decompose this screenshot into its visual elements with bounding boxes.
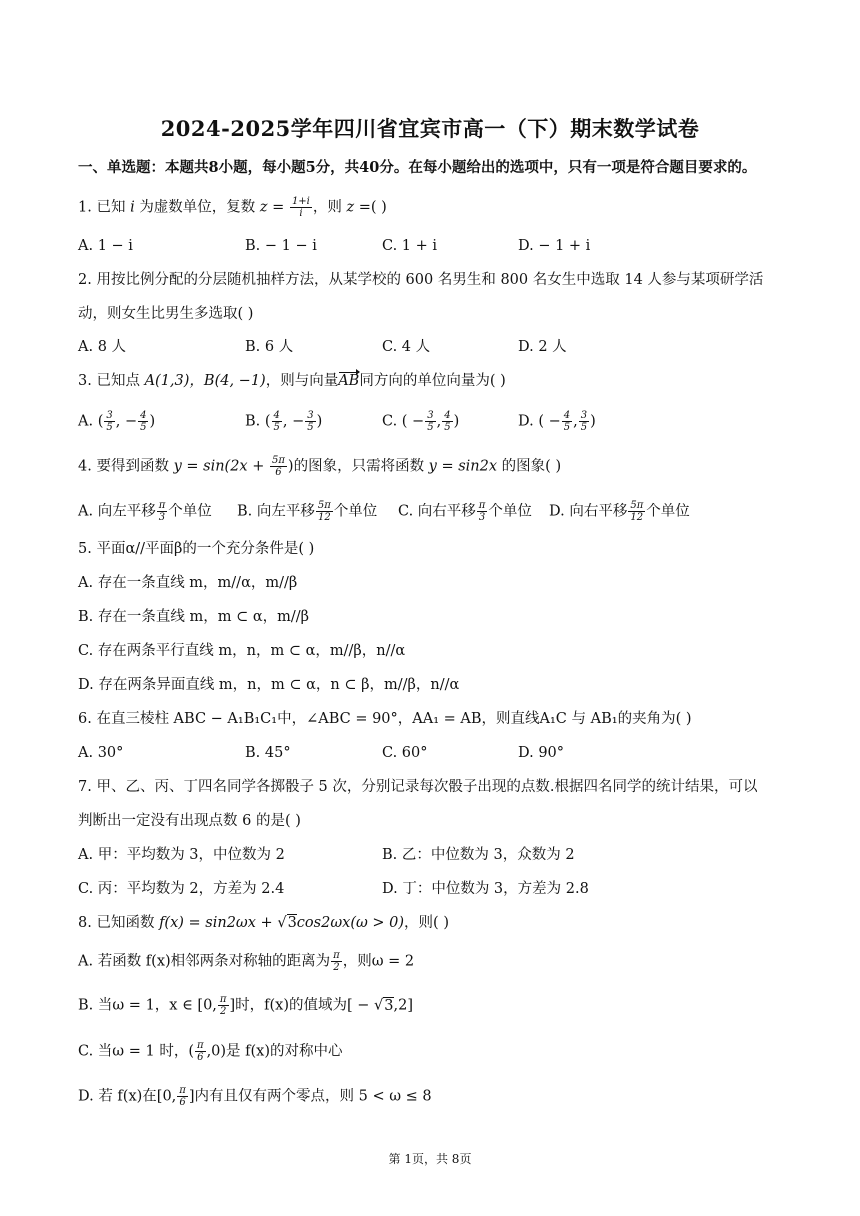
fraction: $\frac{3}{5}$ bbox=[580, 410, 588, 433]
section-heading: 一、单选题：本题共8小题，每小题5分，共40分。在每小题给出的选项中，只有一项是符合题目要求的。 bbox=[78, 159, 757, 176]
fraction: $\frac{4}{5}$ bbox=[273, 410, 280, 433]
question-5-stem: 5. 平面α//平面β的一个充分条件是( ) bbox=[78, 541, 315, 557]
q1-option-c: C. 1 + i bbox=[382, 238, 438, 254]
q6-option-d: D. 90° bbox=[518, 745, 565, 761]
q6-option-c: C. 60° bbox=[382, 745, 428, 761]
question-8-stem: 8. 已知函数 f(x) = sin2ωx + √3cos2ωx(ω > 0)，则( ) bbox=[78, 915, 449, 931]
fraction: $\frac{\pi}{3}$ bbox=[478, 500, 486, 523]
question-3-stem: 3. 已知点 A(1,3)，B(4, −1)，则与向量AB同方向的单位向量为( ) bbox=[78, 373, 506, 389]
question-6-stem: 6. 在直三棱柱 ABC − A₁B₁C₁中，∠ABC = 90°，AA₁ = AB，则直线A₁C 与 AB₁的夹角为( ) bbox=[78, 711, 692, 727]
q4-option-c: C. 向右平移 $\frac{\pi}{3}$ 个单位 bbox=[398, 500, 532, 523]
fraction: $\frac{4}{5}$ bbox=[563, 410, 571, 433]
q4-fraction: $\frac{5\pi}{6}$ bbox=[271, 455, 285, 478]
fraction: $\frac{5\pi}{12}$ bbox=[630, 500, 644, 523]
q3-option-a: A. ( $\frac{3}{5}$ , − $\frac{4}{5}$ ) bbox=[78, 410, 156, 433]
fraction: $\frac{4}{5}$ bbox=[444, 410, 451, 433]
question-2-line1: 2. 用按比例分配的分层随机抽样方法，从某学校的 600 名男生和 800 名女生中选取 14 人参与某项研学活 bbox=[78, 272, 764, 288]
q1-option-b: B. − 1 − i bbox=[245, 238, 317, 254]
q7-option-a: A. 甲：平均数为 3，中位数为 2 bbox=[78, 847, 285, 863]
q5-option-c: C. 存在两条平行直线 m，n，m ⊂ α，m//β，n//α bbox=[78, 643, 406, 659]
fraction: $\frac{\pi}{3}$ bbox=[158, 500, 166, 523]
q5-option-a: A. 存在一条直线 m，m//α，m//β bbox=[78, 575, 298, 591]
q4-option-a: A. 向左平移 $\frac{\pi}{3}$ 个单位 bbox=[78, 500, 212, 523]
q4-option-b: B. 向左平移 $\frac{5\pi}{12}$ 个单位 bbox=[237, 500, 378, 523]
fraction: $\frac{4}{5}$ bbox=[140, 410, 147, 433]
q3-option-c: C. ( − $\frac{3}{5}$ , $\frac{4}{5}$ ) bbox=[382, 410, 460, 433]
q7-option-d: D. 丁：中位数为 3，方差为 2.8 bbox=[382, 881, 589, 897]
vector-ab: AB bbox=[338, 373, 360, 389]
q7-option-c: C. 丙：平均数为 2，方差为 2.4 bbox=[78, 881, 285, 897]
q2-option-d: D. 2 人 bbox=[518, 339, 567, 355]
q6-option-b: B. 45° bbox=[245, 745, 291, 761]
q1-fraction: $\frac{1+i}{i}$ bbox=[291, 196, 310, 219]
question-1-stem: 1. 已知 i 为虚数单位，复数 z = $\frac{1+i}{i}$ ，则 z =( ) bbox=[78, 196, 387, 219]
q5-option-d: D. 存在两条异面直线 m，n，m ⊂ α，n ⊂ β，m//β，n//α bbox=[78, 677, 460, 693]
fraction: $\frac{5\pi}{12}$ bbox=[317, 500, 331, 523]
q3-option-d: D. ( − $\frac{4}{5}$ , $\frac{3}{5}$ ) bbox=[518, 410, 596, 433]
q8-option-a: A. 若函数 f(x)相邻两条对称轴的距离为 $\frac{\pi}{2}$ ，则ω = 2 bbox=[78, 950, 415, 973]
fraction: $\frac{3}{5}$ bbox=[106, 410, 113, 433]
q1-option-a: A. 1 − i bbox=[78, 238, 133, 254]
q7-option-b: B. 乙：中位数为 3，众数为 2 bbox=[382, 847, 575, 863]
q8-option-d: D. 若 f(x)在[0, $\frac{\pi}{6}$ ]内有且仅有两个零点，则 5 < ω ≤ 8 bbox=[78, 1085, 432, 1108]
fraction: $\frac{3}{5}$ bbox=[307, 410, 314, 433]
q8-option-c: C. 当ω = 1 时，( $\frac{\pi}{6}$ ,0)是 f(x)的对称中心 bbox=[78, 1040, 343, 1063]
q8-option-b: B. 当ω = 1，x ∈ [0, $\frac{\pi}{2}$ ]时，f(x)的值域为[ − √3,2] bbox=[78, 994, 414, 1017]
page-footer: 第 1页，共 8页 bbox=[388, 1152, 472, 1166]
q6-option-a: A. 30° bbox=[78, 745, 124, 761]
question-4-stem: 4. 要得到函数 y = sin(2x + $\frac{5\pi}{6}$ )的图象，只需将函数 y = sin2x 的图象( ) bbox=[78, 455, 562, 478]
page-title: 2024-2025学年四川省宜宾市高一（下）期末数学试卷 bbox=[160, 116, 700, 141]
fraction: $\frac{3}{5}$ bbox=[427, 410, 434, 433]
question-2-line2: 动，则女生比男生多选取( ) bbox=[78, 306, 254, 322]
q2-option-c: C. 4 人 bbox=[382, 339, 431, 355]
q2-option-b: B. 6 人 bbox=[245, 339, 294, 355]
q1-option-d: D. − 1 + i bbox=[518, 238, 591, 254]
q3-option-b: B. ( $\frac{4}{5}$ , − $\frac{3}{5}$ ) bbox=[245, 410, 323, 433]
q4-option-d: D. 向右平移 $\frac{5\pi}{12}$ 个单位 bbox=[549, 500, 690, 523]
question-7-line2: 判断出一定没有出现点数 6 的是( ) bbox=[78, 813, 301, 829]
q2-option-a: A. 8 人 bbox=[78, 339, 127, 355]
question-7-line1: 7. 甲、乙、丙、丁四名同学各掷骰子 5 次，分别记录每次骰子出现的点数.根据四名同学的统计结果，可以 bbox=[78, 779, 758, 795]
q5-option-b: B. 存在一条直线 m，m ⊂ α，m//β bbox=[78, 609, 310, 625]
